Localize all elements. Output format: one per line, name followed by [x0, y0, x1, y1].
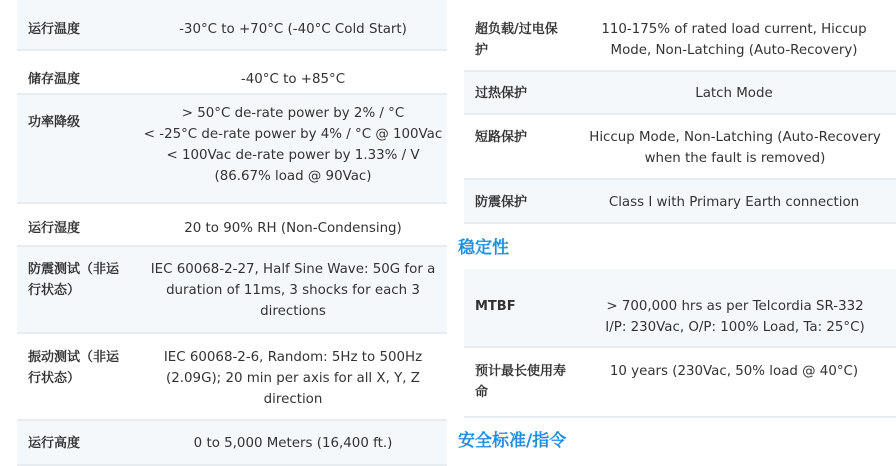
spec-label: 振动测试（非运行状态）	[28, 350, 120, 386]
spec-label: 短路保护	[475, 130, 528, 145]
spec-value: Latch Mode	[695, 86, 773, 101]
section-title-safety: 安全标准/指令	[458, 431, 567, 451]
spec-label: 过热保护	[475, 86, 528, 101]
spec-row-derating	[17, 95, 447, 204]
spec-row-shock-protection	[464, 180, 896, 224]
spec-value: Class I with Primary Earth connection	[608, 195, 860, 210]
spec-value: IEC 60068-2-6, Random: 5Hz to 500Hz (2.09G); 20 min per axis for all X, Y, Z direction	[163, 350, 423, 407]
spec-label: 储存温度	[28, 72, 81, 87]
section-title-stability: 稳定性	[458, 238, 509, 258]
spec-row-humidity	[17, 204, 447, 247]
spec-label: MTBF	[475, 299, 516, 314]
spec-label: 预计最长使用寿命	[475, 364, 567, 400]
spec-value: -40°C to +85°C	[240, 72, 346, 87]
spec-row-vibration-test	[17, 334, 447, 421]
right-protection-table	[464, 0, 896, 224]
spec-value: > 700,000 hrs as per Telcordia SR-332 I/P: 230Vac, O/P: 100% Load, Ta: 25°C)	[605, 299, 865, 335]
spec-label: 防震测试（非运行状态）	[28, 262, 120, 298]
spec-value: 110-175% of rated load current, Hiccup Mode, Non-Latching (Auto-Recovery)	[601, 22, 867, 58]
spec-label: 功率降级	[28, 115, 81, 130]
spec-value: 10 years (230Vac, 50% load @ 40°C)	[609, 364, 859, 379]
spec-label: 防震保护	[475, 195, 528, 210]
spec-row-overload-protection	[464, 0, 896, 72]
spec-row-short-circuit-protection	[464, 115, 896, 180]
spec-row-storage-temp	[17, 51, 447, 95]
spec-row-overtemp-protection	[464, 72, 896, 115]
spec-row-altitude	[17, 421, 447, 466]
spec-value: 0 to 5,000 Meters (16,400 ft.)	[193, 436, 393, 451]
spec-value: > 50°C de-rate power by 2% / °C < -25°C de-rate power by 4% / °C @ 100Vac < 100Vac de-rate power by 1.33% / V (86.67% load @ 90Vac)	[143, 106, 443, 184]
spec-row-shock-test	[17, 247, 447, 334]
spec-value: Hiccup Mode, Non-Latching (Auto-Recovery when the fault is removed)	[589, 130, 881, 166]
spec-row-lifetime	[464, 348, 896, 418]
left-spec-table	[17, 0, 447, 466]
spec-label: 运行湿度	[28, 221, 81, 236]
spec-value: IEC 60068-2-27, Half Sine Wave: 50G for a duration of 11ms, 3 shocks for each 3 directions	[150, 262, 436, 319]
spec-label: 运行温度	[28, 22, 81, 37]
spec-label: 运行高度	[28, 436, 81, 451]
spec-row-mtbf	[464, 269, 896, 348]
spec-row-operating-temp	[17, 0, 447, 51]
right-stability-table	[464, 269, 896, 418]
spec-value: 20 to 90% RH (Non-Condensing)	[184, 221, 402, 236]
spec-value: -30°C to +70°C (-40°C Cold Start)	[179, 22, 407, 37]
spec-label: 超负载/过电保护	[475, 22, 558, 58]
